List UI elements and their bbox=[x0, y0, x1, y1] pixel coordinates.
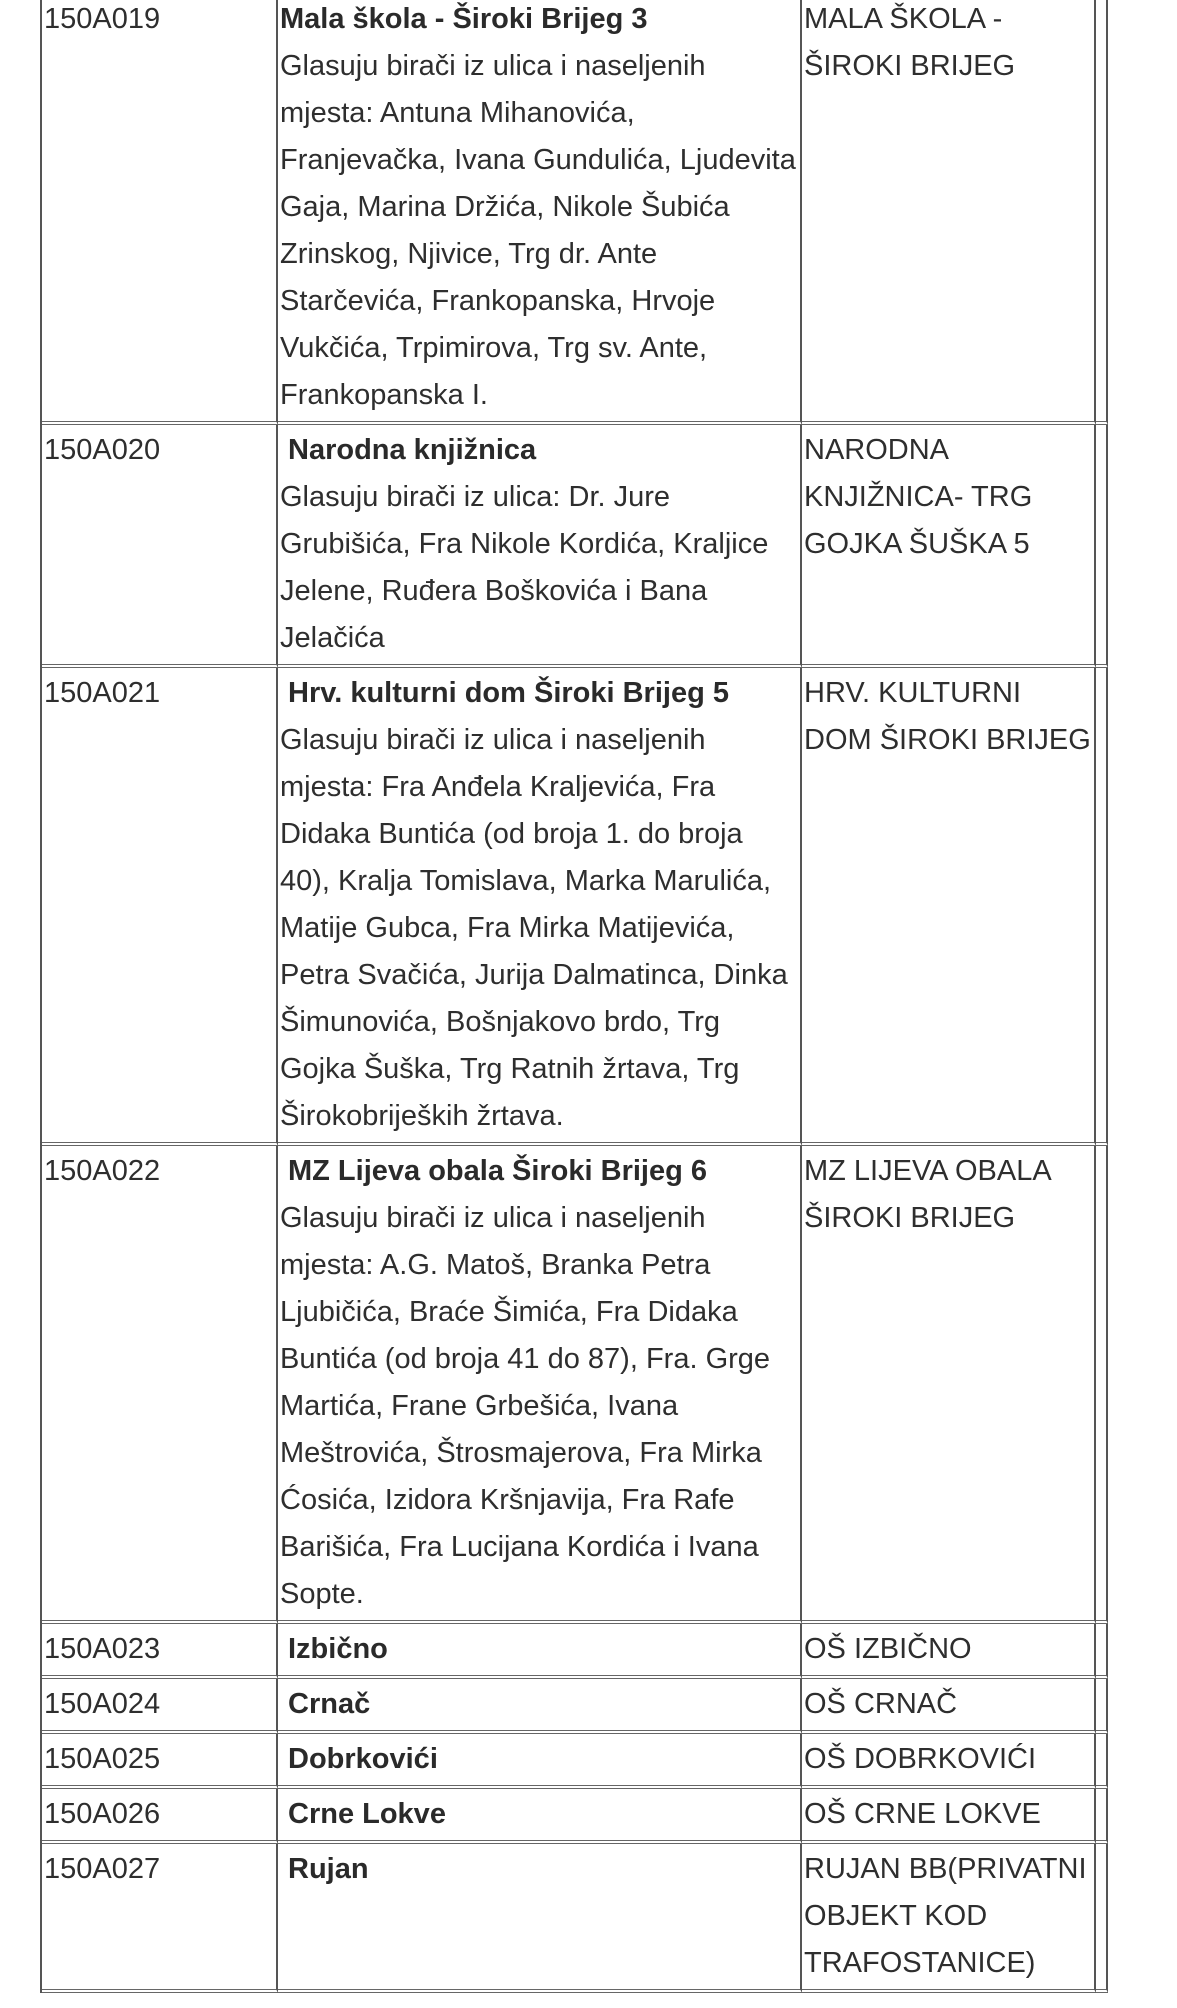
station-description-cell bbox=[278, 668, 802, 1146]
station-location-cell: MALA ŠKOLA - ŠIROKI BRIJEG bbox=[802, 0, 1096, 425]
station-location-cell: RUJAN BB(PRIVATNI OBJEKT KOD TRAFOSTANICE) bbox=[802, 1844, 1096, 1993]
station-description-cell bbox=[278, 1679, 802, 1734]
station-name: Narodna knjižnica bbox=[288, 434, 537, 466]
station-code-cell: 150A026 bbox=[42, 1789, 278, 1844]
station-name: Rujan bbox=[288, 1853, 369, 1885]
station-name: Hrv. kulturni dom Široki Brijeg 5 bbox=[288, 677, 729, 709]
empty-cell bbox=[1096, 1679, 1108, 1734]
station-voters-text: Glasuju birači iz ulica i naseljenih mjesta: Fra Anđela Kraljevića, Fra Didaka Buntića (od broja 1. do broja 40), Kralja Tomislava, Marka Marulića, Matije Gubca, Fra Mirka Matijevića, Petra Svačića, Jurija Dalmatinca, Dinka Šimunovića, Bošnjakovo brdo, Trg Gojka Šuška, Trg Ratnih žrtava, Trg Širokobrijeških žrtava. bbox=[280, 724, 788, 1132]
station-code-cell: 150A024 bbox=[42, 1679, 278, 1734]
station-description-cell bbox=[278, 1734, 802, 1789]
table-row bbox=[42, 1734, 1108, 1789]
station-code-cell: 150A022 bbox=[42, 1146, 278, 1624]
station-code-cell: 150A020 bbox=[42, 425, 278, 668]
station-location-cell: HRV. KULTURNI DOM ŠIROKI BRIJEG bbox=[802, 668, 1096, 1146]
table-row bbox=[42, 1679, 1108, 1734]
table-row bbox=[42, 0, 1108, 425]
table-row bbox=[42, 1844, 1108, 1993]
table-row bbox=[42, 668, 1108, 1146]
station-voters-text: Glasuju birači iz ulica i naseljenih mjesta: A.G. Matoš, Branka Petra Ljubičića, Braće Šimića, Fra Didaka Buntića (od broja 41 do 87), Fra. Grge Martića, Frane Grbešića, Ivana Meštrovića, Štrosmajerova, Fra Mirka Ćosića, Izidora Kršnjavija, Fra Rafe Barišića, Fra Lucijana Kordića i Ivana Sopte. bbox=[280, 1202, 771, 1610]
station-description-cell bbox=[278, 1789, 802, 1844]
empty-cell bbox=[1096, 0, 1108, 425]
empty-cell bbox=[1096, 1734, 1108, 1789]
station-code-cell: 150A025 bbox=[42, 1734, 278, 1789]
station-description-cell bbox=[278, 425, 802, 668]
station-description-cell bbox=[278, 1146, 802, 1624]
polling-stations-table bbox=[40, 0, 1108, 1993]
station-name: MZ Lijeva obala Široki Brijeg 6 bbox=[288, 1155, 708, 1187]
station-location-cell: MZ LIJEVA OBALA ŠIROKI BRIJEG bbox=[802, 1146, 1096, 1624]
table-row bbox=[42, 425, 1108, 668]
station-code-cell: 150A027 bbox=[42, 1844, 278, 1993]
station-location-cell: NARODNA KNJIŽNICA- TRG GOJKA ŠUŠKA 5 bbox=[802, 425, 1096, 668]
station-description-cell bbox=[278, 0, 802, 425]
station-name: Crne Lokve bbox=[288, 1798, 446, 1830]
station-location-cell: OŠ CRNE LOKVE bbox=[802, 1789, 1096, 1844]
station-name: Crnač bbox=[288, 1688, 371, 1720]
table-row bbox=[42, 1624, 1108, 1679]
station-code-cell: 150A019 bbox=[42, 0, 278, 425]
empty-cell bbox=[1096, 1789, 1108, 1844]
table-row bbox=[42, 1146, 1108, 1624]
empty-cell bbox=[1096, 1146, 1108, 1624]
station-description-cell bbox=[278, 1844, 802, 1993]
polling-stations-table-container bbox=[40, 0, 1106, 1993]
empty-cell bbox=[1096, 1624, 1108, 1679]
station-voters-text: Glasuju birači iz ulica: Dr. Jure Grubišića, Fra Nikole Kordića, Kraljice Jelene, Ruđera Boškovića i Bana Jelačića bbox=[280, 481, 769, 654]
station-code-cell: 150A021 bbox=[42, 668, 278, 1146]
station-name: Dobrkovići bbox=[288, 1743, 438, 1775]
table-row bbox=[42, 1789, 1108, 1844]
station-name: Izbično bbox=[288, 1633, 388, 1665]
station-voters-text: Glasuju birači iz ulica i naseljenih mjesta: Antuna Mihanovića, Franjevačka, Ivana Gundulića, Ljudevita Gaja, Marina Držića, Nikole Šubića Zrinskog, Njivice, Trg dr. Ante Starčevića, Frankopanska, Hrvoje Vukčića, Trpimirova, Trg sv. Ante, Frankopanska I. bbox=[280, 50, 796, 411]
empty-cell bbox=[1096, 668, 1108, 1146]
station-location-cell: OŠ CRNAČ bbox=[802, 1679, 1096, 1734]
station-location-cell: OŠ IZBIČNO bbox=[802, 1624, 1096, 1679]
station-name: Mala škola - Široki Brijeg 3 bbox=[280, 3, 648, 35]
station-code-cell: 150A023 bbox=[42, 1624, 278, 1679]
empty-cell bbox=[1096, 1844, 1108, 1993]
empty-cell bbox=[1096, 425, 1108, 668]
station-location-cell: OŠ DOBRKOVIĆI bbox=[802, 1734, 1096, 1789]
station-description-cell bbox=[278, 1624, 802, 1679]
